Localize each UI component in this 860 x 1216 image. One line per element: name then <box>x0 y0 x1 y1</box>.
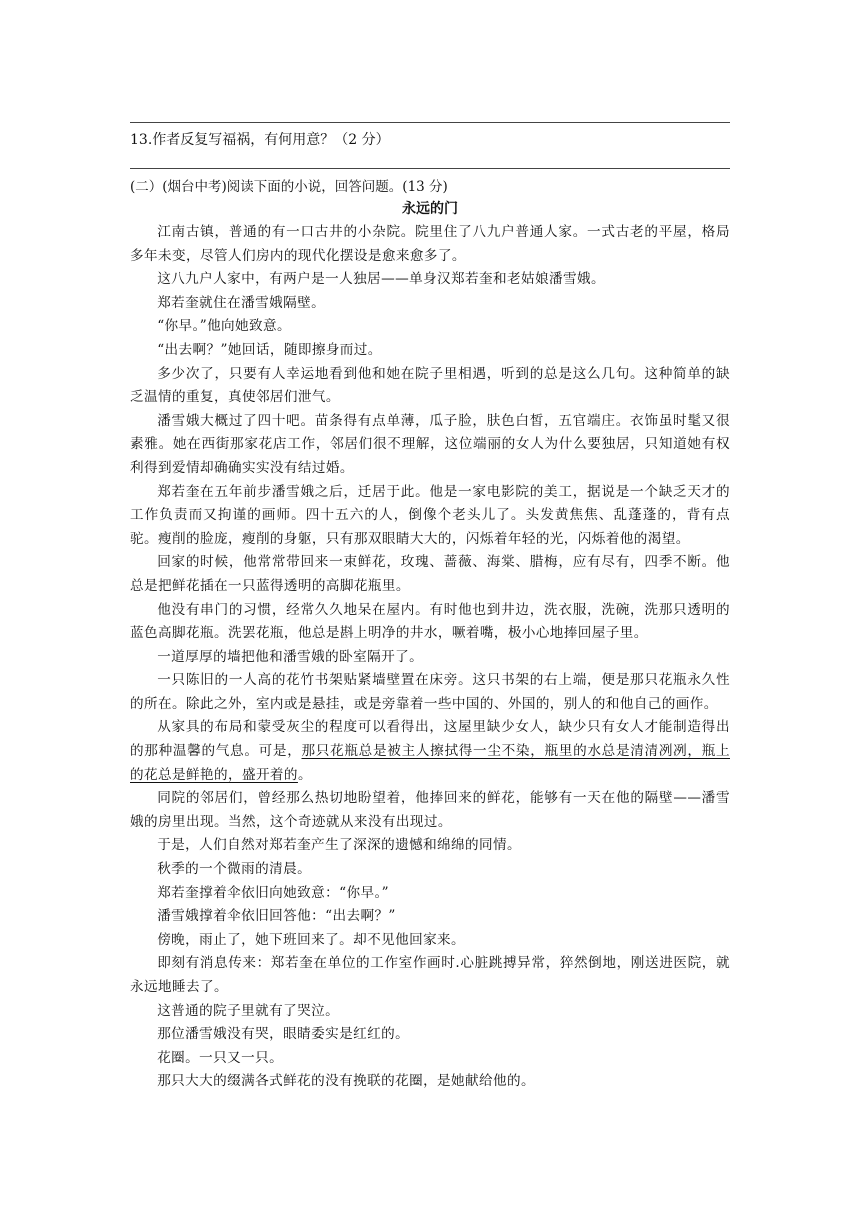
question-13: 13.作者反复写福祸，有何用意？（2 分） <box>130 132 390 148</box>
section-header: (二）(烟台中考)阅读下面的小说，回答问题。(13 分) <box>130 179 448 195</box>
paragraph: 郑若奎在五年前步潘雪娥之后，迁居于此。他是一家电影院的美工，据说是一个缺乏天才的工作负责而又拘谨的画师。四十五六的人，倒像个老头儿了。头发黄焦焦、乱蓬蓬的，背有点驼。瘦削的脸庞，瘦削的身躯，只有那双眼睛大大的，闪烁着年轻的光，闪烁着他的渴望。 <box>130 483 730 547</box>
paragraph: “出去啊？”她回话，随即擦身而过。 <box>157 341 382 358</box>
paragraph: 潘雪娥大概过了四十吧。苗条得有点单薄，瓜子脸，肤色白皙，五官端庄。衣饰虽时髦又很素雅。她在西街那家花店工作，邻居们很不理解，这位端丽的女人为什么要独居，只知道她有权利得到爱情却确确实实没有结过婚。 <box>130 412 730 476</box>
paragraph: 于是，人们自然对郑若奎产生了深深的遗憾和绵绵的同情。 <box>157 837 522 854</box>
paragraph: 多少次了，只要有人幸运地看到他和她在院子里相遇，听到的总是这么几句。这种简单的缺乏温情的重复，真使邻居们泄气。 <box>130 365 730 406</box>
underlined-sentence: 那只花瓶总是被主人擦拭得一尘不染，瓶里的水总是清清冽冽，瓶上的花总是鲜艳的，盛开着的 <box>130 743 730 783</box>
paragraph: 即刻有消息传来：郑若奎在单位的工作室作画时.心脏跳搏异常，猝然倒地，刚送进医院，就永远地睡去了。 <box>130 955 730 995</box>
paragraph: 一道厚厚的墙把他和潘雪娥的卧室隔开了。 <box>157 648 424 665</box>
paragraph: 江南古镇，普通的有一口古井的小杂院。院里住了八九户普通人家。一式古老的平屋，格局多年未变，尽管人们房内的现代化摆设是愈来愈多了。 <box>130 224 730 264</box>
paragraph: 傍晚，雨止了，她下班回来了。却不见他回家来。 <box>157 931 466 948</box>
answer-line <box>130 122 730 123</box>
paragraph-end: 。 <box>297 766 312 783</box>
paragraph: 秋季的一个微雨的清晨。 <box>157 861 312 878</box>
paragraph: 潘雪娥撑着伞依旧回答他：“出去啊？” <box>157 908 396 925</box>
answer-line <box>130 168 730 169</box>
paragraph: 这八九户人家中，有两户是一人独居——单身汉郑若奎和老姑娘潘雪娥。 <box>157 271 605 288</box>
paragraph: 回家的时候，他常常带回来一束鲜花，玫瑰、蔷薇、海棠、腊梅，应有尽有，四季不断。他总是把鲜花插在一只蓝得透明的高脚花瓶里。 <box>130 554 730 594</box>
paragraph-underlined <box>130 716 730 787</box>
paragraph: 他没有串门的习惯，经常久久地呆在屋内。有时他也到井边，洗衣服，洗碗，洗那只透明的蓝色高脚花瓶。洗罢花瓶，他总是斟上明净的井水，噘着嘴，极小心地捧回屋子里。 <box>130 601 730 642</box>
paragraph: 郑若奎撑着伞依旧向她致意：“你早。” <box>157 884 389 901</box>
story-body <box>130 221 730 1094</box>
paragraph: 那位潘雪娥没有哭，眼睛委实是红红的。 <box>157 1026 410 1043</box>
paragraph: 那只大大的缀满各式鲜花的没有挽联的花圈，是她献给他的。 <box>157 1073 536 1090</box>
paragraph: “你早。”他向她致意。 <box>157 318 292 335</box>
paragraph: 郑若奎就住在潘雪娥隔壁。 <box>157 294 326 311</box>
paragraph: 这普通的院子里就有了哭泣。 <box>157 1002 340 1019</box>
paragraph-text: 从家具的布局和蒙受灰尘的程度可以看得出，这屋里缺少女人，缺少只有女人才能制造得出的那种温馨的气息。可是， <box>130 719 730 760</box>
paragraph: 一只陈旧的一人高的花竹书架贴紧墙壁置在床旁。这只书架的右上端，便是那只花瓶永久性的所在。除此之外，室内或是悬挂，或是旁靠着一些中国的、外国的，别人的和他自己的画作。 <box>130 672 730 712</box>
paragraph: 同院的邻居们，曾经那么热切地盼望着，他捧回来的鲜花，能够有一天在他的隔壁——潘雪娥的房里出现。当然，这个奇迹就从来没有出现过。 <box>130 790 730 830</box>
paragraph: 花圈。一只又一只。 <box>157 1049 284 1066</box>
document-page <box>130 0 730 1216</box>
story-title: 永远的门 <box>402 201 458 217</box>
